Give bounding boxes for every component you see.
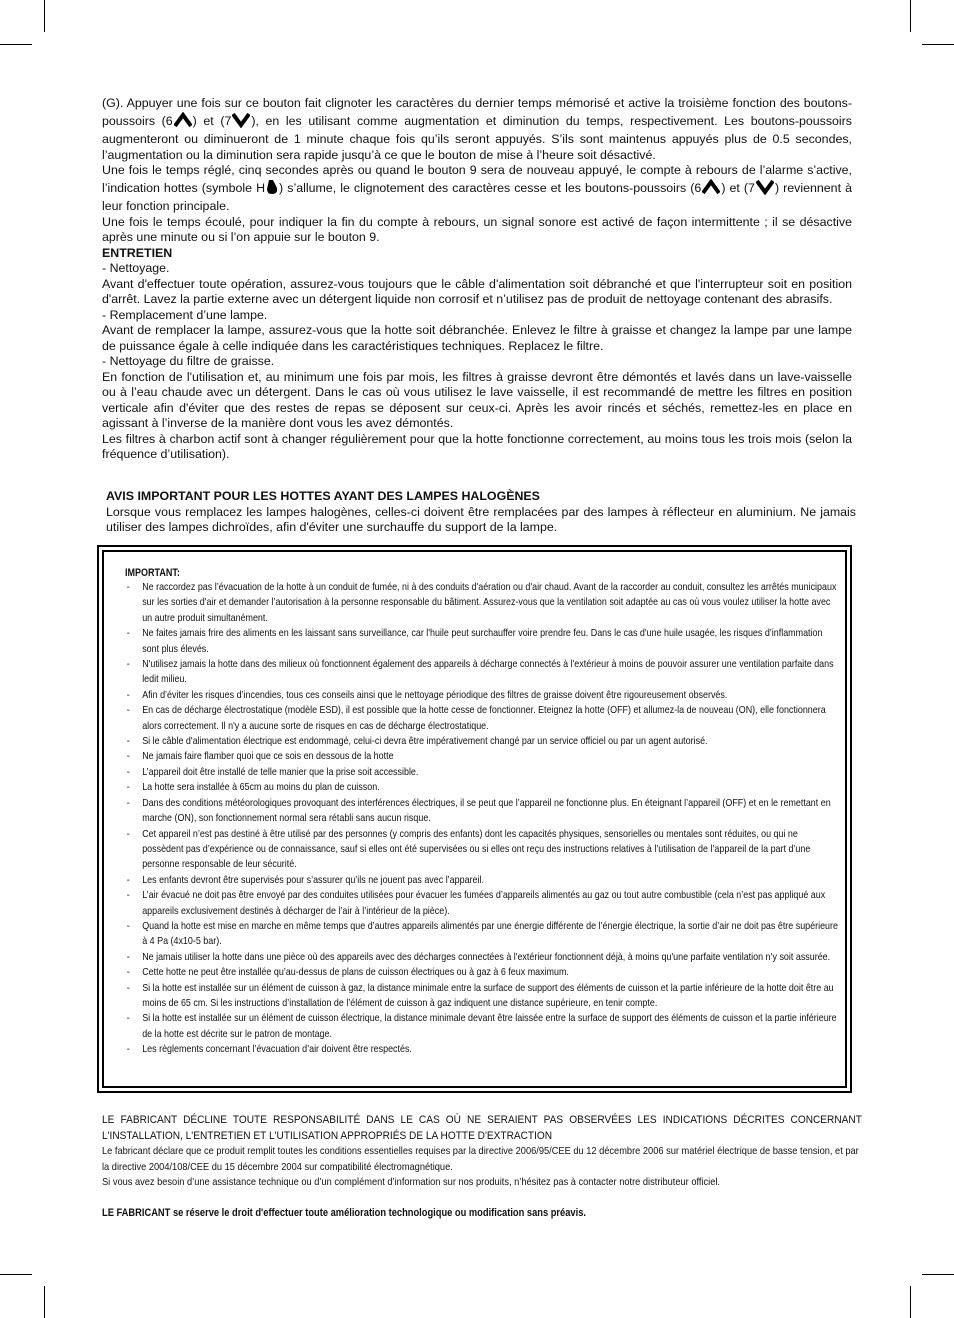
list-item: - Afin d’éviter les risques d’incendies, tous ces conseils ainsi que le nettoyage périodique des filtres de graisse doivent être rigoureusement observés. — [125, 688, 841, 703]
important-box — [97, 545, 852, 1093]
manufacturer-disclaimer: LE FABRICANT DÉCLINE TOUTE RESPONSABILITÉ DANS LE CAS OÙ NE SERAIENT PAS OBSERVÉES LES INDICATIONS DÉCRITES CONCERNANT L'INSTALLATION, L'ENTRETIEN ET L'UTILISATION APPROPRIÉS DE LA HOTTE D'EXTRACTION — [102, 1114, 862, 1142]
list-item: - L’air évacué ne doit pas être envoyé par des conduites utilisées pour évacuer les fumées d’appareils alimentés au gaz ou tout autre combustible (cela n’est pas appliqué aux appareils exclusivement destinés à décharger de l’air à l’intérieur de la pièce). — [125, 888, 841, 919]
list-item: - L’appareil doit être installé de telle manier que la prise soit accessible. — [125, 765, 841, 780]
assistance-note: Si vous avez besoin d’une assistance technique ou d’un complément d’information sur nos produits, n’hésitez pas à contacter notre distributeur officiel. — [102, 1177, 721, 1188]
text-span: (G). Appuyer une fois sur ce bouton fait clignoter les caractères du dernier temps mémorisé et active la troisième fonction des boutons-poussoirs (6 — [102, 96, 852, 128]
text-span: ) et (7 — [192, 113, 232, 128]
list-item: - Les enfants devront être supervisés pour s’assurer qu’ils ne jouent pas avec l’appareil. — [125, 873, 841, 888]
text-span: ) reviennent à leur fonction principale. — [102, 180, 852, 213]
chevron-down-icon — [232, 112, 250, 133]
list-item: - Les règlements concernant l’évacuation d’air doivent être respectés. — [125, 1042, 841, 1057]
chevron-up-icon — [174, 112, 192, 133]
crop-mark — [44, 0, 45, 32]
crop-mark — [910, 0, 911, 32]
subsection-title-lampe: - Remplacement d’une lampe. — [102, 307, 268, 322]
list-item: - Cet appareil n’est pas destiné à être utilisé par des personnes (y compris des enfants) dont les capacités physiques, sensorielles ou mentales sont réduites, ou qui ne possèdent pas d’expérience ou de connaissance, sauf si elles ont été supervisées ou si elles ont reçu des instructions relatives à l’utilisation de l’appareil de la part d’une personne responsable de leur sécurité. — [125, 827, 841, 873]
reserve-rights-note: LE FABRICANT se réserve le droit d'effectuer toute amélioration technologique ou modification sans préavis. — [102, 1206, 586, 1219]
list-item: - Ne faites jamais frire des aliments en les laissant sans surveillance, car l'huile peut surchauffer voire prendre feu. Dans le cas d'une huile usagée, les risques d’inflammation sont plus élevés. — [125, 626, 841, 657]
paragraph-charbon: Les filtres à charbon actif sont à changer régulièrement pour que la hotte fonctionne correctement, au moins tous les trois mois (selon la fréquence d’utilisation). — [102, 431, 852, 461]
crop-mark — [0, 1274, 32, 1275]
list-item: - Si la hotte est installée sur un élément de cuisson à gaz, la distance minimale entre la surface de support des éléments de cuisson et la partie inférieure de la hotte doit être au moins de 65 cm. Si les instructions d’installation de l’élément de cuisson à gaz indiquent une distance supérieure, en tenir compte. — [125, 981, 841, 1012]
text-span: ) s’allume, le clignotement des caractères cesse et les boutons-poussoirs (6 — [279, 180, 702, 195]
important-title: IMPORTANT: — [125, 567, 180, 579]
paragraph-alarm — [102, 163, 852, 215]
instructions-text — [102, 96, 852, 463]
paragraph-timer — [102, 96, 852, 163]
hood-symbol-icon — [266, 179, 278, 200]
text-span: ) et (7 — [721, 180, 755, 195]
list-item: - Dans des conditions météorologiques provoquant des interférences électriques, il se peut que l’appareil ne fonctionne plus. En éteignant l’appareil (OFF) et en le remettant en marche (ON), son fonctionnement normal sera rétabli sans aucun risque. — [125, 796, 841, 827]
chevron-down-icon — [756, 179, 774, 200]
list-item: - Cette hotte ne peut être installée qu’au-dessus de plans de cuisson électriques ou à gaz à 6 feux maximum. — [125, 965, 841, 980]
halogen-notice-text: Lorsque vous remplacez les lampes halogènes, celles-ci doivent être remplacées par des lampes à réflecteur en aluminium. Ne jamais utiliser des lampes dichroïdes, afin d'éviter une surchauffe du support de la lampe. — [106, 504, 856, 534]
crop-mark — [0, 44, 32, 45]
crop-mark — [922, 1274, 954, 1275]
list-item: - Ne jamais utiliser la hotte dans une pièce où des appareils avec des décharges connectées à l'extérieur fonctionnent déjà, à moins qu'une parfaite ventilation n’y soit assurée. — [125, 950, 841, 965]
important-box-inner — [102, 550, 847, 1088]
crop-mark — [910, 1286, 911, 1318]
halogen-notice — [106, 489, 856, 536]
chevron-up-icon — [702, 179, 720, 200]
list-item: - Ne raccordez pas l’évacuation de la hotte à un conduit de fumée, ni à des conduits d'aération ou d'air chaud. Avant de la raccorder au conduit, consultez les arrêtés municipaux sur les sorties d'air et demander l’autorisation à la personne responsable du bâtiment. Assurez-vous que la ventilation soit adaptée au cas où vous voulez utiliser la hotte avec un autre produit simultanément. — [125, 580, 841, 626]
section-title-entretien: ENTRETIEN — [102, 245, 173, 260]
crop-mark — [922, 44, 954, 45]
halogen-notice-title: AVIS IMPORTANT POUR LES HOTTES AYANT DES LAMPES HALOGÈNES — [106, 489, 540, 503]
crop-mark — [44, 1286, 45, 1318]
paragraph-end-timer: Une fois le temps écoulé, pour indiquer la fin du compte à rebours, un signal sonore est activé de façon intermittente ; il se désactive après une minute ou si l’on appuie sur le bouton 9. — [102, 214, 852, 244]
important-list — [125, 580, 838, 1058]
list-item: - Quand la hotte est mise en marche en même temps que d’autres appareils alimentés par une énergie différente de l’énergie électrique, la sortie d’air ne doit pas être supérieure à 4 Pa (4x10-5 bar). — [125, 919, 841, 950]
subsection-title-filtre: - Nettoyage du filtre de graisse. — [102, 354, 275, 368]
conformity-declaration: Le fabricant déclare que ce produit remplit toutes les conditions essentielles requises par la directive 2006/95/CEE du 12 décembre 2006 sur matériel électrique de basse tension, et par la directive 2004/108/CEE du 15 décembre 2004 sur compatibilité électromagnétique. — [102, 1146, 859, 1173]
text-span: Une fois le temps réglé, cinq secondes après ou quand le bouton 9 sera de nouveau appuyé, le compte à rebours de l’alarme s’active, l’indication hottes (symbole H — [102, 163, 852, 195]
list-item: - En cas de décharge électrostatique (modèle ESD), il est possible que la hotte cesse de fonctionner. Eteignez la hotte (OFF) et allumez-la de nouveau (ON), elle fonctionnera alors correctement. Il n'y a aucune sorte de risques en cas de décharge électrostatique. — [125, 703, 841, 734]
list-item: - Ne jamais faire flamber quoi que ce sois en dessous de la hotte — [125, 749, 841, 764]
text-span: ), en les utilisant comme augmentation et diminution du temps, respectivement. Les boutons-poussoirs augmenteront ou diminueront de 1 minute chaque fois qu’ils seront appuyés. S’ils sont maintenus appuyés plus de 0.5 secondes, l’augmentation ou la diminution sera rapide jusqu’à ce que le bouton de mise à l’heure soit désactivé. — [102, 113, 852, 162]
paragraph-nettoyage: Avant d'effectuer toute opération, assurez-vous toujours que le câble d'alimentation soit débranché et que l'interrupteur soit en position d'arrêt. Lavez la partie externe avec un détergent liquide non corrosif et n’utilisez pas de produit de nettoyage contenant des abrasifs. — [102, 276, 852, 306]
subsection-title-nettoyage: - Nettoyage. — [102, 261, 170, 275]
list-item: - Si le câble d'alimentation électrique est endommagé, celui-ci devra être impérativement changé par un service officiel ou par un agent autorisé. — [125, 734, 841, 749]
paragraph-filtre: En fonction de l'utilisation et, au minimum une fois par mois, les filtres à graisse devront être démontés et lavés dans un lave-vaisselle ou à l’eau chaude avec un détergent. Dans le cas où vous utilisez le lave vaisselle, il est recommandé de mettre les filtres en position verticale afin d'éviter que des restes de repas se déposent sur ceux-ci. Après les avoir rincés et séchés, remettez-les en place en agissant à l’inverse de la manière dont vous les avez démontés. — [102, 369, 852, 430]
footer — [102, 1113, 862, 1219]
list-item: - La hotte sera installée à 65cm au moins du plan de cuisson. — [125, 780, 841, 795]
list-item: - Si la hotte est installée sur un élément de cuisson électrique, la distance minimale devant être laissée entre la surface de support des éléments de cuisson et la partie inférieure de la hotte est décrite sur le patron de montage. — [125, 1011, 841, 1042]
paragraph-lampe: Avant de remplacer la lampe, assurez-vous que la hotte soit débranchée. Enlevez le filtre à graisse et changez la lampe par une lampe de puissance égale à celle indiquée dans les caractéristiques techniques. Replacez le filtre. — [102, 323, 852, 353]
list-item: - N'utilisez jamais la hotte dans des milieux où fonctionnent également des appareils à décharge connectés à l'extérieur à moins de pouvoir assurer une ventilation parfaite dans ledit milieu. — [125, 657, 841, 688]
